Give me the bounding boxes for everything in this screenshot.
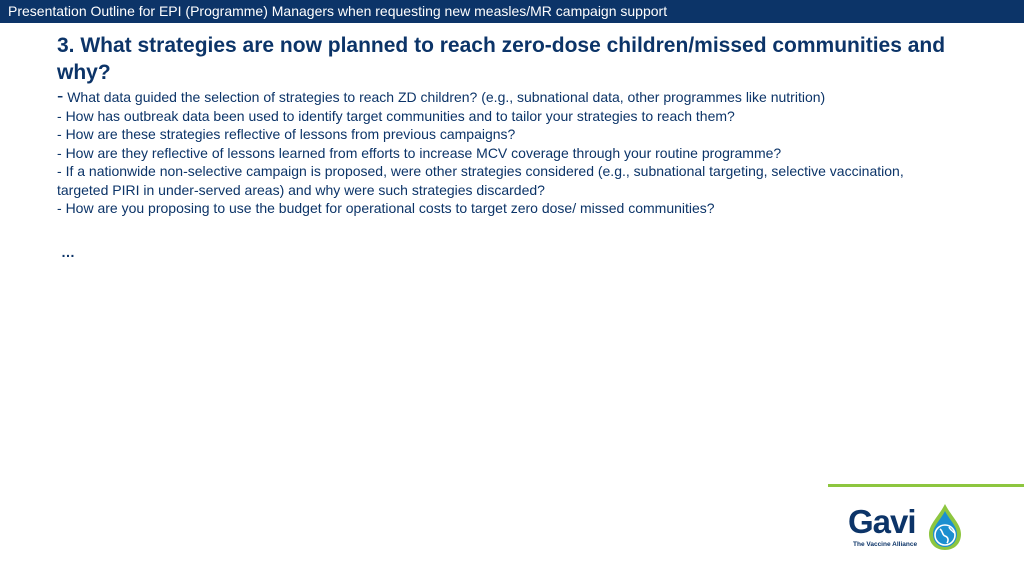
bullet-item xyxy=(57,162,957,199)
bullet-text: How has outbreak data been used to identify target communities and to tailor your strategies to reach them? xyxy=(65,107,735,124)
ellipsis-text: … xyxy=(61,244,75,260)
bullet-item xyxy=(57,88,957,107)
bullet-text: How are you proposing to use the budget for operational costs to target zero dose/ missed communities? xyxy=(65,200,715,216)
water-drop-globe-icon xyxy=(922,502,968,552)
bullet-text: If a nationwide non-selective campaign is proposed, were other strategies considered (e.g., subnational targeting, selective vaccination, targeted PIRI in under-served areas) and why were such strategies discarded? xyxy=(57,163,904,198)
accent-divider xyxy=(828,484,1024,487)
bullet-marker: - xyxy=(57,126,62,142)
bullet-marker: - xyxy=(57,200,62,216)
bullet-marker: - xyxy=(57,86,64,107)
header-bar xyxy=(0,0,1024,23)
bullet-list xyxy=(57,88,957,218)
gavi-logo-wordmark: Gavi xyxy=(848,503,916,540)
bullet-text: How are they reflective of lessons learned from efforts to increase MCV coverage through your routine programme? xyxy=(65,144,782,161)
gavi-logo-tagline: The Vaccine Alliance xyxy=(853,541,918,548)
bullet-text: How are these strategies reflective of lessons from previous campaigns? xyxy=(65,126,516,142)
header-text: Presentation Outline for EPI (Programme) Managers when requesting new measles/MR campaign support xyxy=(8,3,668,19)
bullet-item xyxy=(57,107,957,126)
bullet-item xyxy=(57,144,957,163)
bullet-marker: - xyxy=(57,107,62,124)
bullet-item xyxy=(57,199,957,218)
bullet-text: What data guided the selection of strategies to reach ZD children? (e.g., subnational data, other programmes like nutrition) xyxy=(67,89,826,105)
gavi-logo xyxy=(848,502,968,554)
bullet-item xyxy=(57,125,957,144)
slide-title: 3. What strategies are now planned to reach zero-dose children/missed communities and why? xyxy=(57,34,946,84)
bullet-marker: - xyxy=(57,163,62,179)
bullet-marker: - xyxy=(57,144,62,161)
